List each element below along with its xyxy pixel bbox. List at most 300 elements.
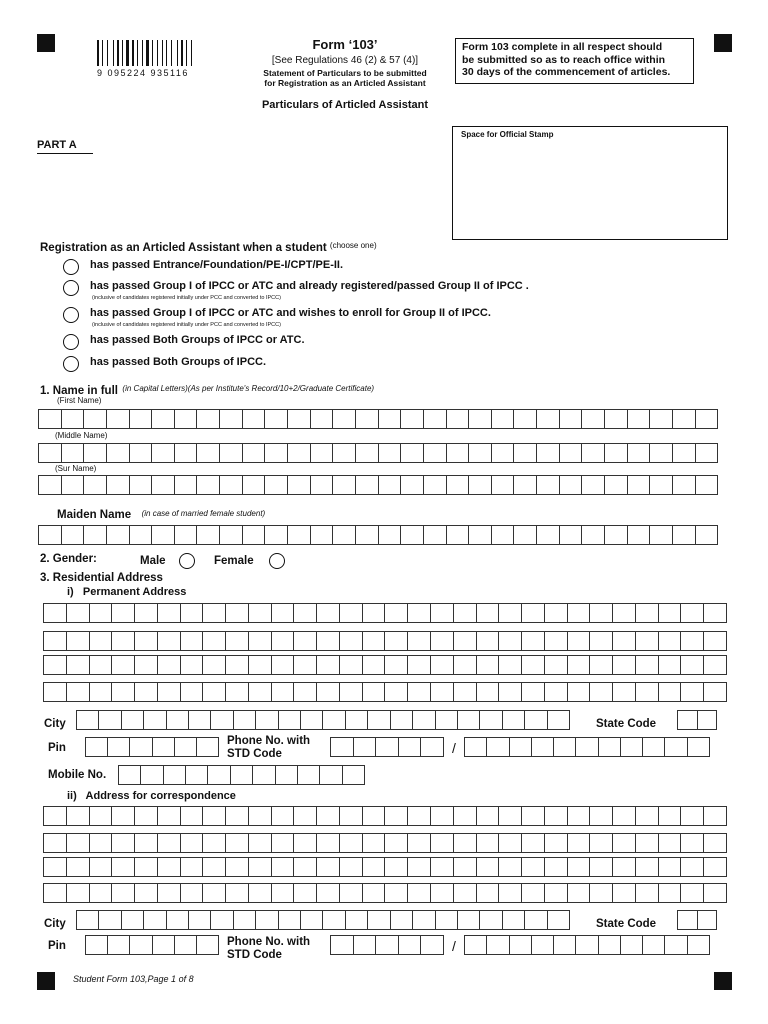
char-box[interactable] — [384, 631, 408, 651]
char-box[interactable] — [225, 655, 249, 675]
char-box[interactable] — [524, 910, 547, 930]
char-box[interactable] — [536, 475, 560, 495]
char-box[interactable] — [121, 910, 144, 930]
char-box[interactable] — [38, 525, 62, 545]
char-box[interactable] — [38, 409, 62, 429]
char-box[interactable] — [293, 857, 317, 877]
char-box[interactable] — [430, 833, 454, 853]
char-box[interactable] — [581, 525, 605, 545]
char-box[interactable] — [635, 603, 659, 623]
char-box[interactable] — [174, 737, 197, 757]
char-box[interactable] — [589, 603, 613, 623]
char-box[interactable] — [400, 475, 424, 495]
char-box[interactable] — [248, 682, 272, 702]
char-box[interactable] — [703, 631, 727, 651]
char-box[interactable] — [278, 910, 301, 930]
char-box[interactable] — [300, 910, 323, 930]
char-box[interactable] — [362, 806, 386, 826]
char-box[interactable] — [453, 806, 477, 826]
state-code-boxes[interactable] — [677, 710, 717, 730]
char-box[interactable] — [446, 409, 470, 429]
char-box[interactable] — [658, 806, 682, 826]
radio-button[interactable] — [63, 280, 79, 296]
correspondence-address-line-2[interactable] — [43, 833, 727, 853]
char-box[interactable] — [430, 883, 454, 903]
char-box[interactable] — [287, 443, 311, 463]
pin-boxes[interactable] — [85, 737, 219, 757]
char-box[interactable] — [612, 883, 636, 903]
char-box[interactable] — [703, 833, 727, 853]
char-box[interactable] — [129, 409, 153, 429]
char-box[interactable] — [559, 475, 583, 495]
char-box[interactable] — [66, 631, 90, 651]
char-box[interactable] — [695, 409, 719, 429]
char-box[interactable] — [310, 443, 334, 463]
char-box[interactable] — [635, 857, 659, 877]
char-box[interactable] — [339, 603, 363, 623]
char-box[interactable] — [479, 710, 502, 730]
correspondence-address-line-4[interactable] — [43, 883, 727, 903]
char-box[interactable] — [457, 910, 480, 930]
char-box[interactable] — [575, 737, 598, 757]
char-box[interactable] — [287, 409, 311, 429]
char-box[interactable] — [174, 443, 198, 463]
char-box[interactable] — [157, 682, 181, 702]
char-box[interactable] — [513, 525, 537, 545]
char-box[interactable] — [635, 806, 659, 826]
char-box[interactable] — [612, 682, 636, 702]
correspondence-city-boxes[interactable] — [76, 910, 570, 930]
char-box[interactable] — [420, 935, 444, 955]
char-box[interactable] — [202, 806, 226, 826]
char-box[interactable] — [76, 910, 99, 930]
char-box[interactable] — [355, 443, 379, 463]
char-box[interactable] — [446, 475, 470, 495]
char-box[interactable] — [332, 525, 356, 545]
char-box[interactable] — [457, 710, 480, 730]
char-box[interactable] — [362, 631, 386, 651]
char-box[interactable] — [202, 603, 226, 623]
char-box[interactable] — [680, 655, 704, 675]
char-box[interactable] — [524, 710, 547, 730]
char-box[interactable] — [196, 475, 220, 495]
char-box[interactable] — [255, 910, 278, 930]
char-box[interactable] — [225, 631, 249, 651]
char-box[interactable] — [316, 857, 340, 877]
char-box[interactable] — [151, 525, 175, 545]
char-box[interactable] — [680, 857, 704, 877]
char-box[interactable] — [255, 710, 278, 730]
char-box[interactable] — [248, 631, 272, 651]
correspondence-std-code-boxes[interactable] — [330, 935, 444, 955]
char-box[interactable] — [672, 409, 696, 429]
char-box[interactable] — [342, 765, 365, 785]
char-box[interactable] — [407, 806, 431, 826]
char-box[interactable] — [316, 833, 340, 853]
char-box[interactable] — [672, 443, 696, 463]
char-box[interactable] — [111, 631, 135, 651]
char-box[interactable] — [703, 883, 727, 903]
maiden-name-boxes[interactable] — [38, 525, 718, 545]
char-box[interactable] — [339, 806, 363, 826]
char-box[interactable] — [278, 710, 301, 730]
char-box[interactable] — [345, 910, 368, 930]
char-box[interactable] — [134, 603, 158, 623]
char-box[interactable] — [111, 655, 135, 675]
char-box[interactable] — [43, 833, 67, 853]
char-box[interactable] — [111, 833, 135, 853]
char-box[interactable] — [43, 631, 67, 651]
char-box[interactable] — [174, 935, 197, 955]
char-box[interactable] — [233, 710, 256, 730]
char-box[interactable] — [322, 710, 345, 730]
char-box[interactable] — [612, 806, 636, 826]
char-box[interactable] — [658, 857, 682, 877]
char-box[interactable] — [627, 475, 651, 495]
char-box[interactable] — [271, 806, 295, 826]
char-box[interactable] — [367, 910, 390, 930]
char-box[interactable] — [589, 857, 613, 877]
char-box[interactable] — [703, 603, 727, 623]
char-box[interactable] — [400, 525, 424, 545]
char-box[interactable] — [468, 475, 492, 495]
char-box[interactable] — [264, 443, 288, 463]
char-box[interactable] — [476, 631, 500, 651]
char-box[interactable] — [76, 710, 99, 730]
char-box[interactable] — [196, 737, 219, 757]
char-box[interactable] — [134, 631, 158, 651]
char-box[interactable] — [43, 682, 67, 702]
char-box[interactable] — [180, 883, 204, 903]
char-box[interactable] — [242, 443, 266, 463]
char-box[interactable] — [407, 883, 431, 903]
char-box[interactable] — [547, 710, 570, 730]
char-box[interactable] — [384, 806, 408, 826]
char-box[interactable] — [513, 409, 537, 429]
char-box[interactable] — [225, 603, 249, 623]
correspondence-pin-boxes[interactable] — [85, 935, 219, 955]
char-box[interactable] — [620, 935, 643, 955]
char-box[interactable] — [316, 883, 340, 903]
char-box[interactable] — [143, 710, 166, 730]
char-box[interactable] — [375, 737, 399, 757]
char-box[interactable] — [163, 765, 186, 785]
char-box[interactable] — [581, 475, 605, 495]
char-box[interactable] — [498, 655, 522, 675]
char-box[interactable] — [196, 935, 219, 955]
char-box[interactable] — [143, 910, 166, 930]
char-box[interactable] — [174, 475, 198, 495]
char-box[interactable] — [202, 655, 226, 675]
char-box[interactable] — [157, 806, 181, 826]
char-box[interactable] — [134, 833, 158, 853]
char-box[interactable] — [521, 883, 545, 903]
char-box[interactable] — [677, 710, 698, 730]
char-box[interactable] — [635, 655, 659, 675]
char-box[interactable] — [43, 655, 67, 675]
char-box[interactable] — [316, 682, 340, 702]
char-box[interactable] — [378, 475, 402, 495]
char-box[interactable] — [680, 806, 704, 826]
char-box[interactable] — [581, 443, 605, 463]
char-box[interactable] — [43, 883, 67, 903]
char-box[interactable] — [225, 883, 249, 903]
char-box[interactable] — [589, 806, 613, 826]
char-box[interactable] — [453, 603, 477, 623]
char-box[interactable] — [509, 737, 532, 757]
char-box[interactable] — [544, 833, 568, 853]
char-box[interactable] — [316, 806, 340, 826]
char-box[interactable] — [544, 631, 568, 651]
char-box[interactable] — [589, 682, 613, 702]
char-box[interactable] — [111, 883, 135, 903]
char-box[interactable] — [635, 631, 659, 651]
char-box[interactable] — [248, 883, 272, 903]
char-box[interactable] — [129, 935, 152, 955]
char-box[interactable] — [453, 682, 477, 702]
char-box[interactable] — [252, 765, 275, 785]
char-box[interactable] — [157, 833, 181, 853]
char-box[interactable] — [407, 631, 431, 651]
char-box[interactable] — [498, 806, 522, 826]
char-box[interactable] — [202, 833, 226, 853]
char-box[interactable] — [174, 525, 198, 545]
char-box[interactable] — [635, 833, 659, 853]
char-box[interactable] — [567, 682, 591, 702]
permanent-address-line-1[interactable] — [43, 603, 727, 623]
char-box[interactable] — [151, 443, 175, 463]
char-box[interactable] — [129, 443, 153, 463]
char-box[interactable] — [430, 603, 454, 623]
char-box[interactable] — [85, 935, 108, 955]
char-box[interactable] — [536, 443, 560, 463]
char-box[interactable] — [649, 409, 673, 429]
char-box[interactable] — [375, 935, 399, 955]
char-box[interactable] — [664, 737, 687, 757]
char-box[interactable] — [248, 833, 272, 853]
char-box[interactable] — [61, 475, 85, 495]
char-box[interactable] — [202, 682, 226, 702]
char-box[interactable] — [345, 710, 368, 730]
char-box[interactable] — [378, 525, 402, 545]
char-box[interactable] — [66, 857, 90, 877]
char-box[interactable] — [468, 443, 492, 463]
char-box[interactable] — [225, 857, 249, 877]
char-box[interactable] — [567, 655, 591, 675]
char-box[interactable] — [180, 833, 204, 853]
char-box[interactable] — [66, 603, 90, 623]
char-box[interactable] — [575, 935, 598, 955]
char-box[interactable] — [407, 655, 431, 675]
char-box[interactable] — [407, 857, 431, 877]
char-box[interactable] — [248, 603, 272, 623]
char-box[interactable] — [620, 737, 643, 757]
char-box[interactable] — [43, 603, 67, 623]
char-box[interactable] — [157, 631, 181, 651]
char-box[interactable] — [384, 655, 408, 675]
char-box[interactable] — [476, 857, 500, 877]
char-box[interactable] — [89, 857, 113, 877]
char-box[interactable] — [677, 910, 698, 930]
char-box[interactable] — [89, 631, 113, 651]
char-box[interactable] — [612, 631, 636, 651]
char-box[interactable] — [491, 409, 515, 429]
char-box[interactable] — [106, 443, 130, 463]
char-box[interactable] — [233, 910, 256, 930]
char-box[interactable] — [310, 475, 334, 495]
char-box[interactable] — [612, 655, 636, 675]
char-box[interactable] — [658, 603, 682, 623]
char-box[interactable] — [219, 409, 243, 429]
char-box[interactable] — [134, 682, 158, 702]
char-box[interactable] — [339, 833, 363, 853]
char-box[interactable] — [293, 603, 317, 623]
char-box[interactable] — [111, 806, 135, 826]
char-box[interactable] — [687, 935, 710, 955]
char-box[interactable] — [521, 833, 545, 853]
char-box[interactable] — [476, 806, 500, 826]
permanent-address-line-2[interactable] — [43, 631, 727, 651]
char-box[interactable] — [435, 710, 458, 730]
char-box[interactable] — [703, 857, 727, 877]
char-box[interactable] — [642, 935, 665, 955]
char-box[interactable] — [658, 655, 682, 675]
char-box[interactable] — [157, 603, 181, 623]
char-box[interactable] — [322, 910, 345, 930]
char-box[interactable] — [559, 409, 583, 429]
char-box[interactable] — [430, 682, 454, 702]
char-box[interactable] — [464, 737, 487, 757]
char-box[interactable] — [476, 603, 500, 623]
city-boxes[interactable] — [76, 710, 570, 730]
char-box[interactable] — [627, 525, 651, 545]
char-box[interactable] — [332, 443, 356, 463]
char-box[interactable] — [384, 833, 408, 853]
char-box[interactable] — [703, 682, 727, 702]
char-box[interactable] — [264, 409, 288, 429]
char-box[interactable] — [166, 910, 189, 930]
female-radio[interactable] — [269, 553, 285, 569]
char-box[interactable] — [83, 443, 107, 463]
char-box[interactable] — [287, 525, 311, 545]
char-box[interactable] — [598, 737, 621, 757]
char-box[interactable] — [89, 833, 113, 853]
char-box[interactable] — [453, 883, 477, 903]
char-box[interactable] — [111, 603, 135, 623]
char-box[interactable] — [479, 910, 502, 930]
char-box[interactable] — [129, 525, 153, 545]
char-box[interactable] — [509, 935, 532, 955]
first-name-boxes[interactable] — [38, 409, 718, 429]
char-box[interactable] — [703, 806, 727, 826]
char-box[interactable] — [453, 655, 477, 675]
char-box[interactable] — [271, 655, 295, 675]
char-box[interactable] — [118, 765, 141, 785]
char-box[interactable] — [400, 443, 424, 463]
char-box[interactable] — [157, 857, 181, 877]
char-box[interactable] — [330, 737, 354, 757]
char-box[interactable] — [339, 631, 363, 651]
char-box[interactable] — [604, 443, 628, 463]
char-box[interactable] — [695, 443, 719, 463]
char-box[interactable] — [271, 682, 295, 702]
char-box[interactable] — [151, 475, 175, 495]
char-box[interactable] — [635, 883, 659, 903]
char-box[interactable] — [339, 682, 363, 702]
char-box[interactable] — [152, 935, 175, 955]
char-box[interactable] — [407, 833, 431, 853]
char-box[interactable] — [185, 765, 208, 785]
char-box[interactable] — [680, 682, 704, 702]
char-box[interactable] — [332, 475, 356, 495]
char-box[interactable] — [271, 631, 295, 651]
char-box[interactable] — [521, 603, 545, 623]
char-box[interactable] — [476, 833, 500, 853]
char-box[interactable] — [658, 833, 682, 853]
char-box[interactable] — [390, 710, 413, 730]
char-box[interactable] — [271, 603, 295, 623]
char-box[interactable] — [544, 806, 568, 826]
char-box[interactable] — [531, 737, 554, 757]
char-box[interactable] — [293, 655, 317, 675]
char-box[interactable] — [111, 857, 135, 877]
char-box[interactable] — [293, 833, 317, 853]
char-box[interactable] — [453, 631, 477, 651]
char-box[interactable] — [491, 443, 515, 463]
char-box[interactable] — [664, 935, 687, 955]
char-box[interactable] — [612, 857, 636, 877]
char-box[interactable] — [264, 475, 288, 495]
char-box[interactable] — [672, 525, 696, 545]
char-box[interactable] — [38, 443, 62, 463]
char-box[interactable] — [498, 631, 522, 651]
char-box[interactable] — [680, 603, 704, 623]
char-box[interactable] — [66, 833, 90, 853]
char-box[interactable] — [242, 525, 266, 545]
char-box[interactable] — [567, 631, 591, 651]
char-box[interactable] — [446, 443, 470, 463]
radio-button[interactable] — [63, 356, 79, 372]
char-box[interactable] — [649, 475, 673, 495]
char-box[interactable] — [66, 806, 90, 826]
char-box[interactable] — [106, 475, 130, 495]
char-box[interactable] — [339, 883, 363, 903]
char-box[interactable] — [486, 737, 509, 757]
char-box[interactable] — [339, 655, 363, 675]
char-box[interactable] — [362, 857, 386, 877]
char-box[interactable] — [83, 475, 107, 495]
char-box[interactable] — [129, 737, 152, 757]
char-box[interactable] — [300, 710, 323, 730]
char-box[interactable] — [604, 409, 628, 429]
char-box[interactable] — [293, 883, 317, 903]
char-box[interactable] — [339, 857, 363, 877]
char-box[interactable] — [166, 710, 189, 730]
char-box[interactable] — [384, 857, 408, 877]
char-box[interactable] — [453, 857, 477, 877]
char-box[interactable] — [420, 737, 444, 757]
char-box[interactable] — [248, 655, 272, 675]
char-box[interactable] — [407, 682, 431, 702]
char-box[interactable] — [106, 409, 130, 429]
char-box[interactable] — [219, 443, 243, 463]
char-box[interactable] — [180, 631, 204, 651]
char-box[interactable] — [589, 631, 613, 651]
char-box[interactable] — [180, 655, 204, 675]
char-box[interactable] — [202, 857, 226, 877]
char-box[interactable] — [703, 655, 727, 675]
char-box[interactable] — [89, 806, 113, 826]
